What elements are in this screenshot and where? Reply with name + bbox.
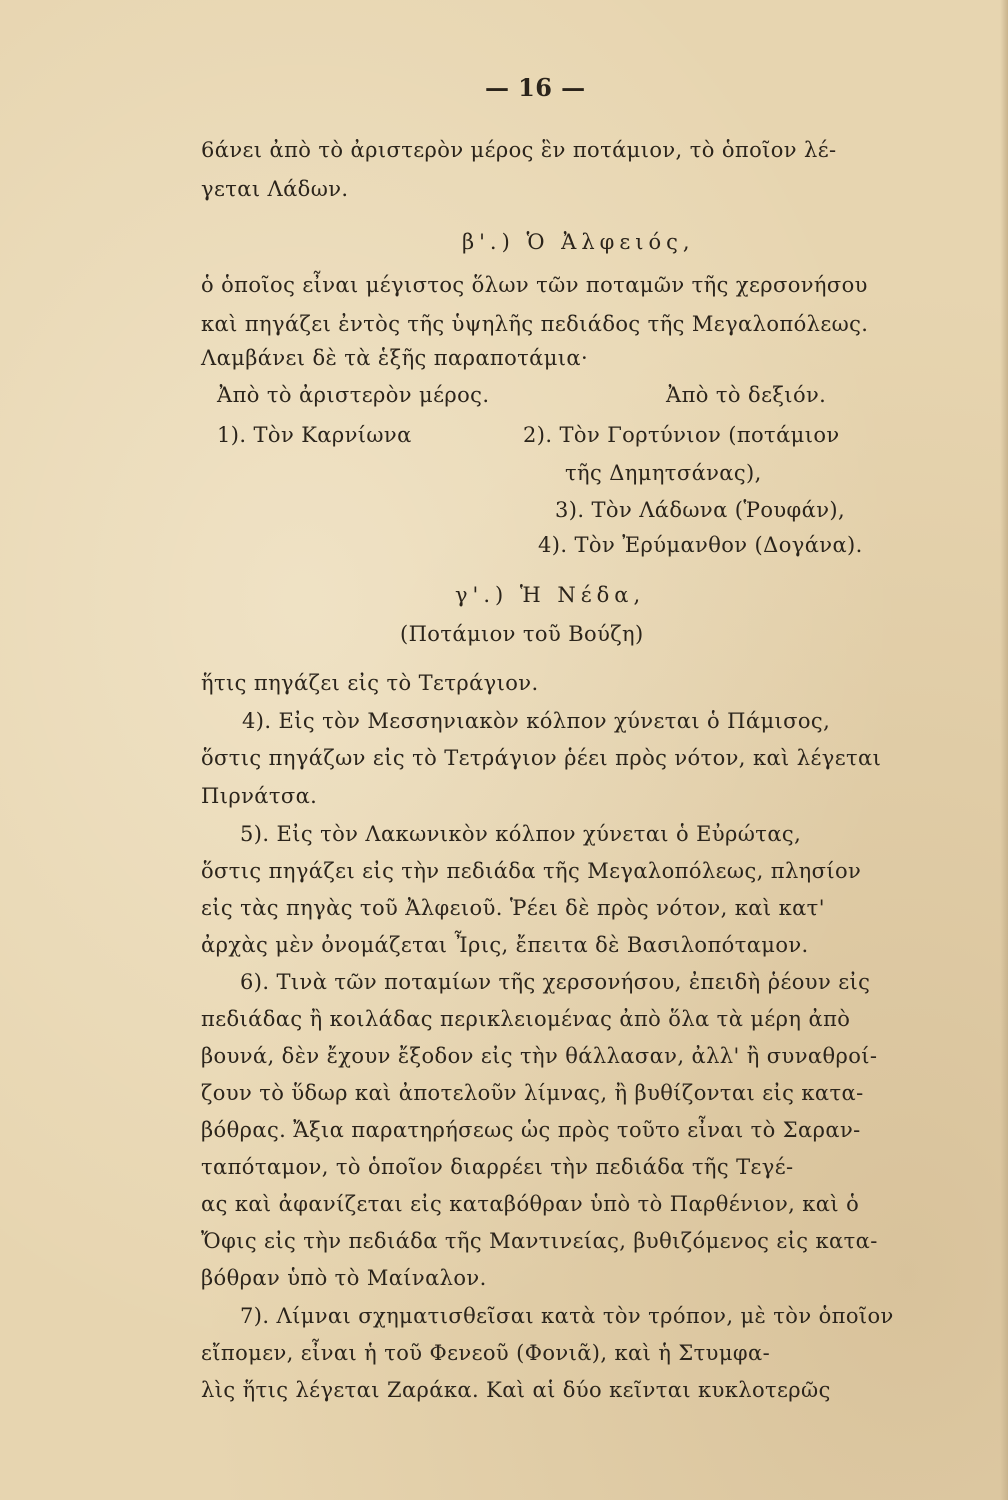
tributary-left: 1). Τὸν Καρνίωνα [217,423,412,447]
text-line: εἴπομεν, εἶναι ἡ τοῦ Φενεοῦ (Φονιᾶ), καὶ ἡ Στυμφα- [201,1341,771,1365]
text-line: γεται Λάδων. [201,177,349,201]
paragraph-start: 4). Εἰς τὸν Μεσσηνιακὸν κόλπον χύνεται ὁ Πάμισος, [242,709,831,733]
column-heading-right: Ἀπὸ τὸ δεξιόν. [666,383,827,407]
page-edge [1000,0,1008,1500]
text-line: βουνά, δὲν ἔχουν ἔξοδον εἰς τὴν θάλλασαν, ἀλλ' ἢ συναθροί- [201,1044,878,1068]
text-line: Ὄφις εἰς τὴν πεδιάδα τῆς Μαντινείας, βυθιζόμενος εἰς κατα- [201,1229,878,1253]
text-line: ὅστις πηγάζει εἰς τὴν πεδιάδα τῆς Μεγαλοπόλεως, πλησίον [201,859,862,883]
text-line: ὁ ὁποῖος εἶναι μέγιστος ὅλων τῶν ποταμῶν τῆς χερσονήσου [201,273,868,297]
section-heading: β'.) Ὁ Ἀλφειός, [462,230,695,254]
text-line: πεδιάδας ἢ κοιλάδας περικλειομένας ἀπὸ ὅλα τὰ μέρη ἀπὸ [201,1007,851,1031]
text-line: καὶ πηγάζει ἐντὸς τῆς ὑψηλῆς πεδιάδος τῆς Μεγαλοπόλεως. [201,312,869,336]
text-line: βόθρας. Ἄξια παρατηρήσεως ὡς πρὸς τοῦτο εἶναι τὸ Σαραν- [201,1118,861,1142]
text-line: ὅστις πηγάζων εἰς τὸ Τετράγιον ῥέει πρὸς νότον, καὶ λέγεται [201,746,882,770]
column-heading-left: Ἀπὸ τὸ ἀριστερὸν μέρος. [217,383,490,407]
page-number: — 16 — [485,73,586,102]
section-heading: γ'.) Ἡ Νέδα, [455,583,646,607]
text-line: εἰς τὰς πηγὰς τοῦ Ἀλφειοῦ. Ῥέει δὲ πρὸς νότον, καὶ κατ' [201,896,825,920]
text-line: Πιρνάτσα. [201,784,318,808]
text-line: βόθραν ὑπὸ τὸ Μαίναλον. [201,1266,487,1290]
text-line: λὶς ἥτις λέγεται Ζαράκα. Καὶ αἱ δύο κεῖνται κυκλοτερῶς [201,1378,831,1402]
paragraph-start: 6). Τινὰ τῶν ποταμίων τῆς χερσονήσου, ἐπειδὴ ῥέουν εἰς [240,970,871,994]
text-line: Λαμβάνει δὲ τὰ ἑξῆς παραποτάμια· [201,346,589,370]
tributary-right: 4). Τὸν Ἐρύμανθον (Δογάνα). [538,533,863,557]
tributary-right: 2). Τὸν Γορτύνιον (ποτάμιον [523,423,840,447]
text-line: ἥτις πηγάζει εἰς τὸ Τετράγιον. [201,671,539,695]
text-line: ταπόταμον, τὸ ὁποῖον διαρρέει τὴν πεδιάδα τῆς Τεγέ- [201,1155,794,1179]
paragraph-start: 7). Λίμναι σχηματισθεῖσαι κατὰ τὸν τρόπον, μὲ τὸν ὁποῖον [240,1304,894,1328]
text-line: τῆς Δημητσάνας), [565,461,762,485]
text-line: ἀρχὰς μὲν ὀνομάζεται Ἶρις, ἔπειτα δὲ Βασιλοπόταμον. [201,933,809,957]
text-line: 6άνει ἀπὸ τὸ ἀριστερὸν μέρος ἓν ποτάμιον, τὸ ὁποῖον λέ- [201,138,837,162]
tributary-right: 3). Τὸν Λάδωνα (Ῥουφάν), [555,498,846,522]
text-line: ας καὶ ἀφανίζεται εἰς καταβόθραν ὑπὸ τὸ Παρθένιον, καὶ ὁ [201,1192,860,1216]
paragraph-start: 5). Εἰς τὸν Λακωνικὸν κόλπον χύνεται ὁ Εὐρώτας, [240,822,802,846]
subheading: (Ποτάμιον τοῦ Βούζη) [400,622,644,646]
text-line: ζουν τὸ ὕδωρ καὶ ἀποτελοῦν λίμνας, ἢ βυθίζονται εἰς κατα- [201,1081,864,1105]
